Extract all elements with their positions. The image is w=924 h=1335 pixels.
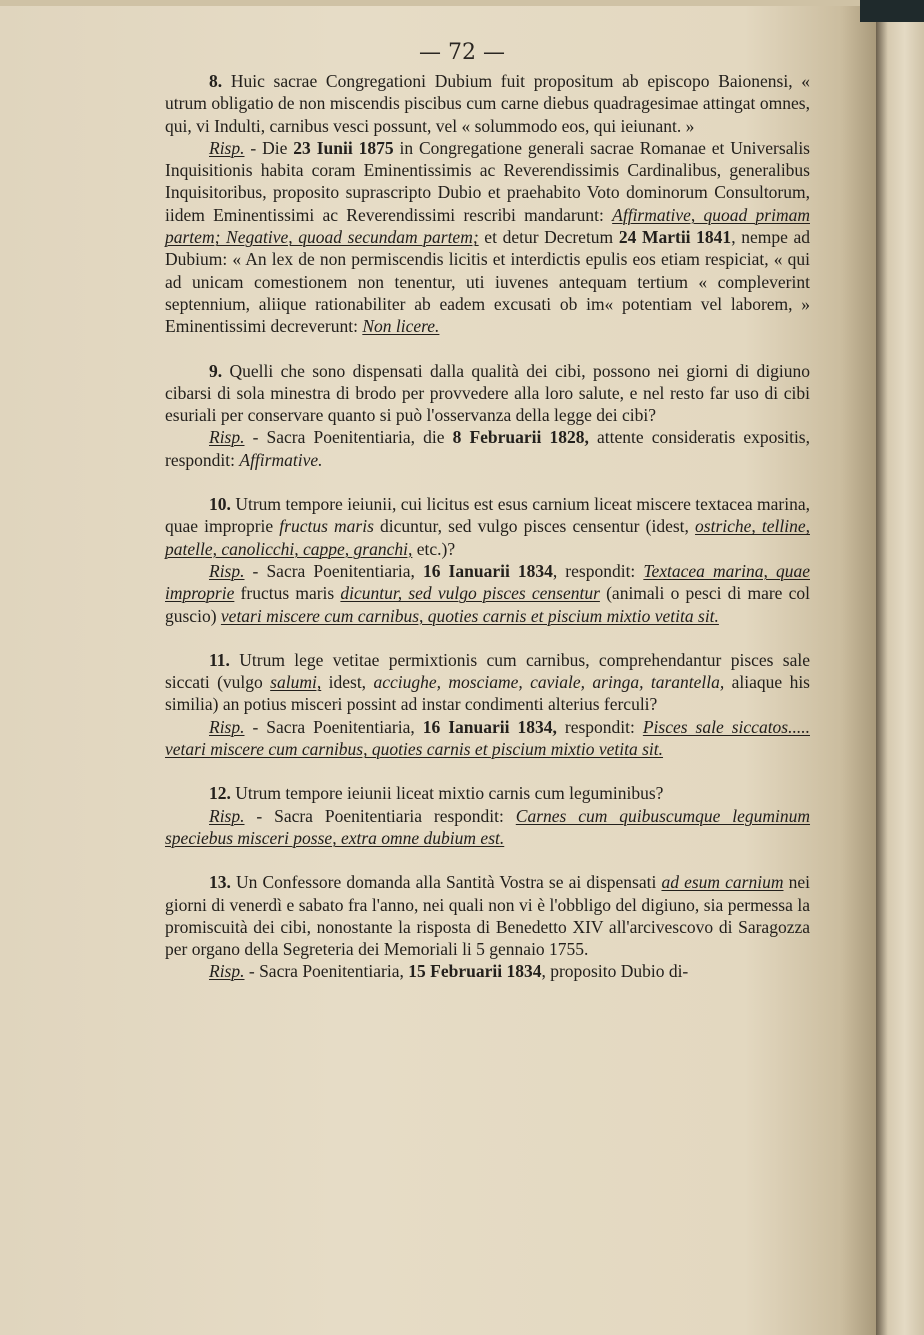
question-10: 10. Utrum tempore ieiunii, cui licitus est esus carnium liceat miscere textacea marina, quae improprie fructus maris dicuntur, sed vulgo pisces censentur (idest, ostriche, telline, patelle, canolicchi, cappe, granchi, etc.)? <box>165 494 811 559</box>
question-text: Huic sacrae Congregationi Dubium fuit propositum ab episcopo Baionensi, « utrum obligatio de non miscendis piscibus cum carne diebus quadragesimae attingat omnes, qui, vi Indulti, carnibus vesci possunt, vel « solummodo eos, qui ieiunant. » <box>165 71 811 136</box>
answer-date: 16 Ianuarii 1834, <box>422 716 557 737</box>
answer-date: 23 Iunii 1875 <box>293 137 394 158</box>
answer-date: 15 Februarii 1834 <box>408 961 542 982</box>
question-text: Quelli che sono dispensati dalla qualità dei cibi, possono nei giorni di digiuno cibarsi di sola minestra di brodo per provvedere alla loro salute, e nel resto far uso di cibi esuriali per conservare quanto si può l'osservanza della legge dei cibi? <box>165 360 811 426</box>
question-number: 10. <box>209 494 231 515</box>
question-8 <box>165 70 810 137</box>
answer-date: 16 Ianuarii 1834 <box>422 560 553 581</box>
question-number: 13. <box>209 872 231 893</box>
answer-9: Risp. - Sacra Poenitentiaria, die 8 Februarii 1828, attente consideratis expositis, respondit: Affirmative. <box>165 427 810 470</box>
answer-date: 8 Februarii 1828, <box>452 427 589 448</box>
question-number: 11. <box>209 649 230 670</box>
page-body <box>165 70 810 983</box>
question-12 <box>165 782 810 804</box>
answer-8: Risp. - Die 23 Iunii 1875 in Congregatione generali sacrae Romanae et Universalis Inquisitionis habita coram Eminentissimis ac Reverendissimis Cardinalibus, generalibus Inquisitoribus, proposito suprascripto Dubio et praehabito Voto dominorum Consultorum, iidem Eminentissimi ac Reverendissimi rescribi mandarunt: Affirmative, quoad primam partem; Negative, quoad secundam partem; et detur Decretum 24 Martii 1841, nempe ad Dubium: « An lex de non permiscendis licitis et interdictis epulis eos etiam respiciat, « qui ad unicam comestionem non tenentur, uti iuvenes antequam tertium « compleverint septennium, aliique rationabiliter ab eadem excusati ob im« potentiam vel laborem, » Eminentissimi decreverunt: Non licere. <box>165 137 811 337</box>
book-gutter <box>876 0 924 1335</box>
question-text: Utrum tempore ieiunii liceat mixtio carnis cum leguminibus? <box>235 783 664 804</box>
question-number: 9. <box>209 360 223 381</box>
answer-10: Risp. - Sacra Poenitentiaria, 16 Ianuarii 1834, respondit: Textacea marina, quae improprie fructus maris dicuntur, sed vulgo pisces censentur (animali o pesci di mare col guscio) vetari miscere cum carnibus, quoties carnis et piscium mixtio vetita sit. <box>165 560 811 626</box>
question-number: 12. <box>209 783 231 804</box>
risp-label: Risp. <box>209 961 245 982</box>
question-11: 11. Utrum lege vetitae permixtionis cum carnibus, comprehendantur pisces sale siccati (vulgo salumi, idest, acciughe, mosciame, caviale, aringa, tarantella, aliaque his similia) an potius misceri possint ad instar condimenti alterius ferculi? <box>165 649 810 715</box>
risp-label: Risp. <box>209 427 245 448</box>
answer-11: Risp. - Sacra Poenitentiaria, 16 Ianuarii 1834, respondit: Pisces sale siccatos..... vetari miscere cum carnibus, quoties carnis et piscium mixtio vetita sit. <box>165 716 810 760</box>
paragraph-gap <box>165 849 810 871</box>
decree-date: 24 Martii 1841 <box>618 227 732 248</box>
answer-12: Risp. - Sacra Poenitentiaria respondit: Carnes cum quibuscumque leguminum speciebus misceri posse, extra omne dubium est. <box>165 805 811 848</box>
risp-label: Risp. <box>209 805 245 826</box>
answer-13: Risp. - Sacra Poenitentiaria, 15 Februarii 1834, proposito Dubio di- <box>209 961 689 982</box>
paragraph-gap <box>165 760 810 782</box>
book-cover-edge <box>860 0 924 22</box>
paragraph-gap <box>165 627 810 649</box>
paragraph-gap <box>165 471 810 493</box>
question-9 <box>165 360 810 427</box>
risp-label: Risp. <box>209 560 245 581</box>
paragraph-gap <box>165 338 810 360</box>
question-number: 8. <box>209 71 223 91</box>
risp-label: Risp. <box>209 716 245 737</box>
risp-label: Risp. <box>209 137 245 158</box>
question-13: 13. Un Confessore domanda alla Santità Vostra se ai dispensati ad esum carnium nei giorni di venerdì e sabato fra l'anno, nei quali non vi è l'obbligo del digiuno, sia permessa la promiscuità dei cibi, nonostante la risposta di Benedetto XIV all'arcivescovo di Saragozza per organo della Segreteria dei Memoriali li 5 gennaio 1755. <box>165 872 810 960</box>
page-number: — 72 — <box>419 40 505 65</box>
